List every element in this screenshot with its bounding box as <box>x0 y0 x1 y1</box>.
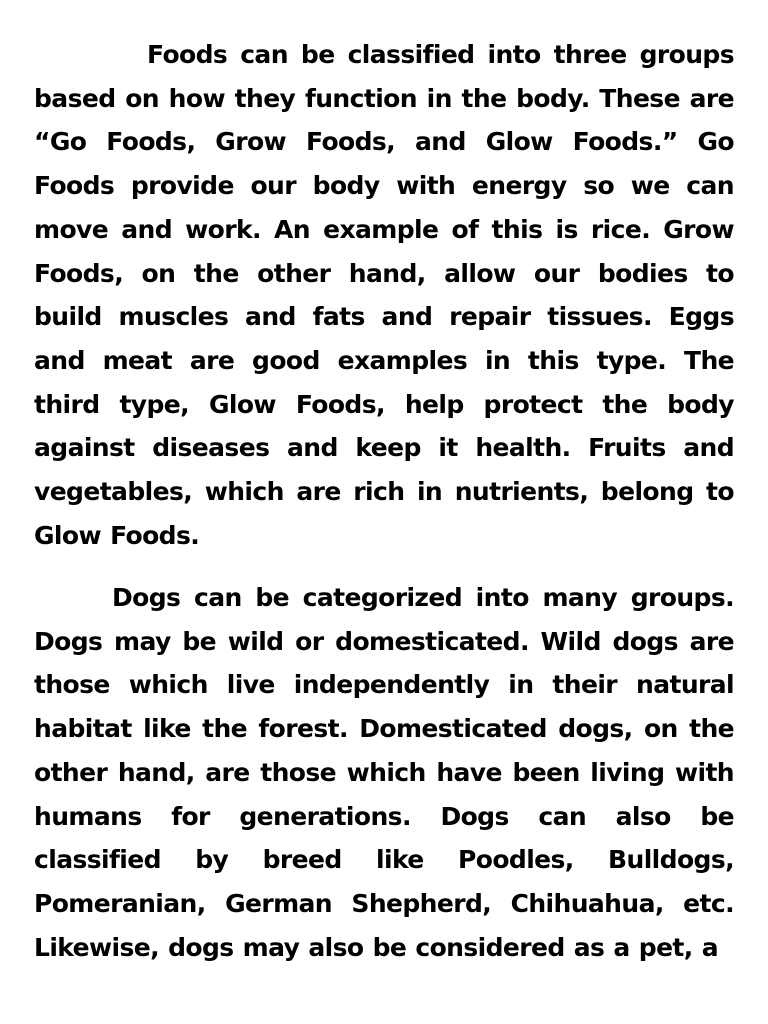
paragraph-food-groups: Foods can be classified into three groups based on how they function in the body. These are “Go Foods, Grow Foods, and Glow Foods.” Go Foods provide our body with energy so we can move and work. An example of this is rice. Grow Foods, on the other hand, allow our bodies to build muscles and fats and repair tissues. Eggs and meat are good examples in this type. The third type, Glow Foods, help protect the body against diseases and keep it health. Fruits and vegetables, which are rich in nutrients, belong to Glow Foods. <box>34 40 734 550</box>
paragraph-dog-groups: Dogs can be categorized into many groups. Dogs may be wild or domesticated. Wild dogs are those which live independently in their natural habitat like the forest. Domesticated dogs, on the other hand, are those which have been living with humans for generations. Dogs can also be classified by breed like Poodles, Bulldogs, Pomeranian, German Shepherd, Chihuahua, etc. Likewise, dogs may also be considered as a pet, a <box>34 583 734 962</box>
